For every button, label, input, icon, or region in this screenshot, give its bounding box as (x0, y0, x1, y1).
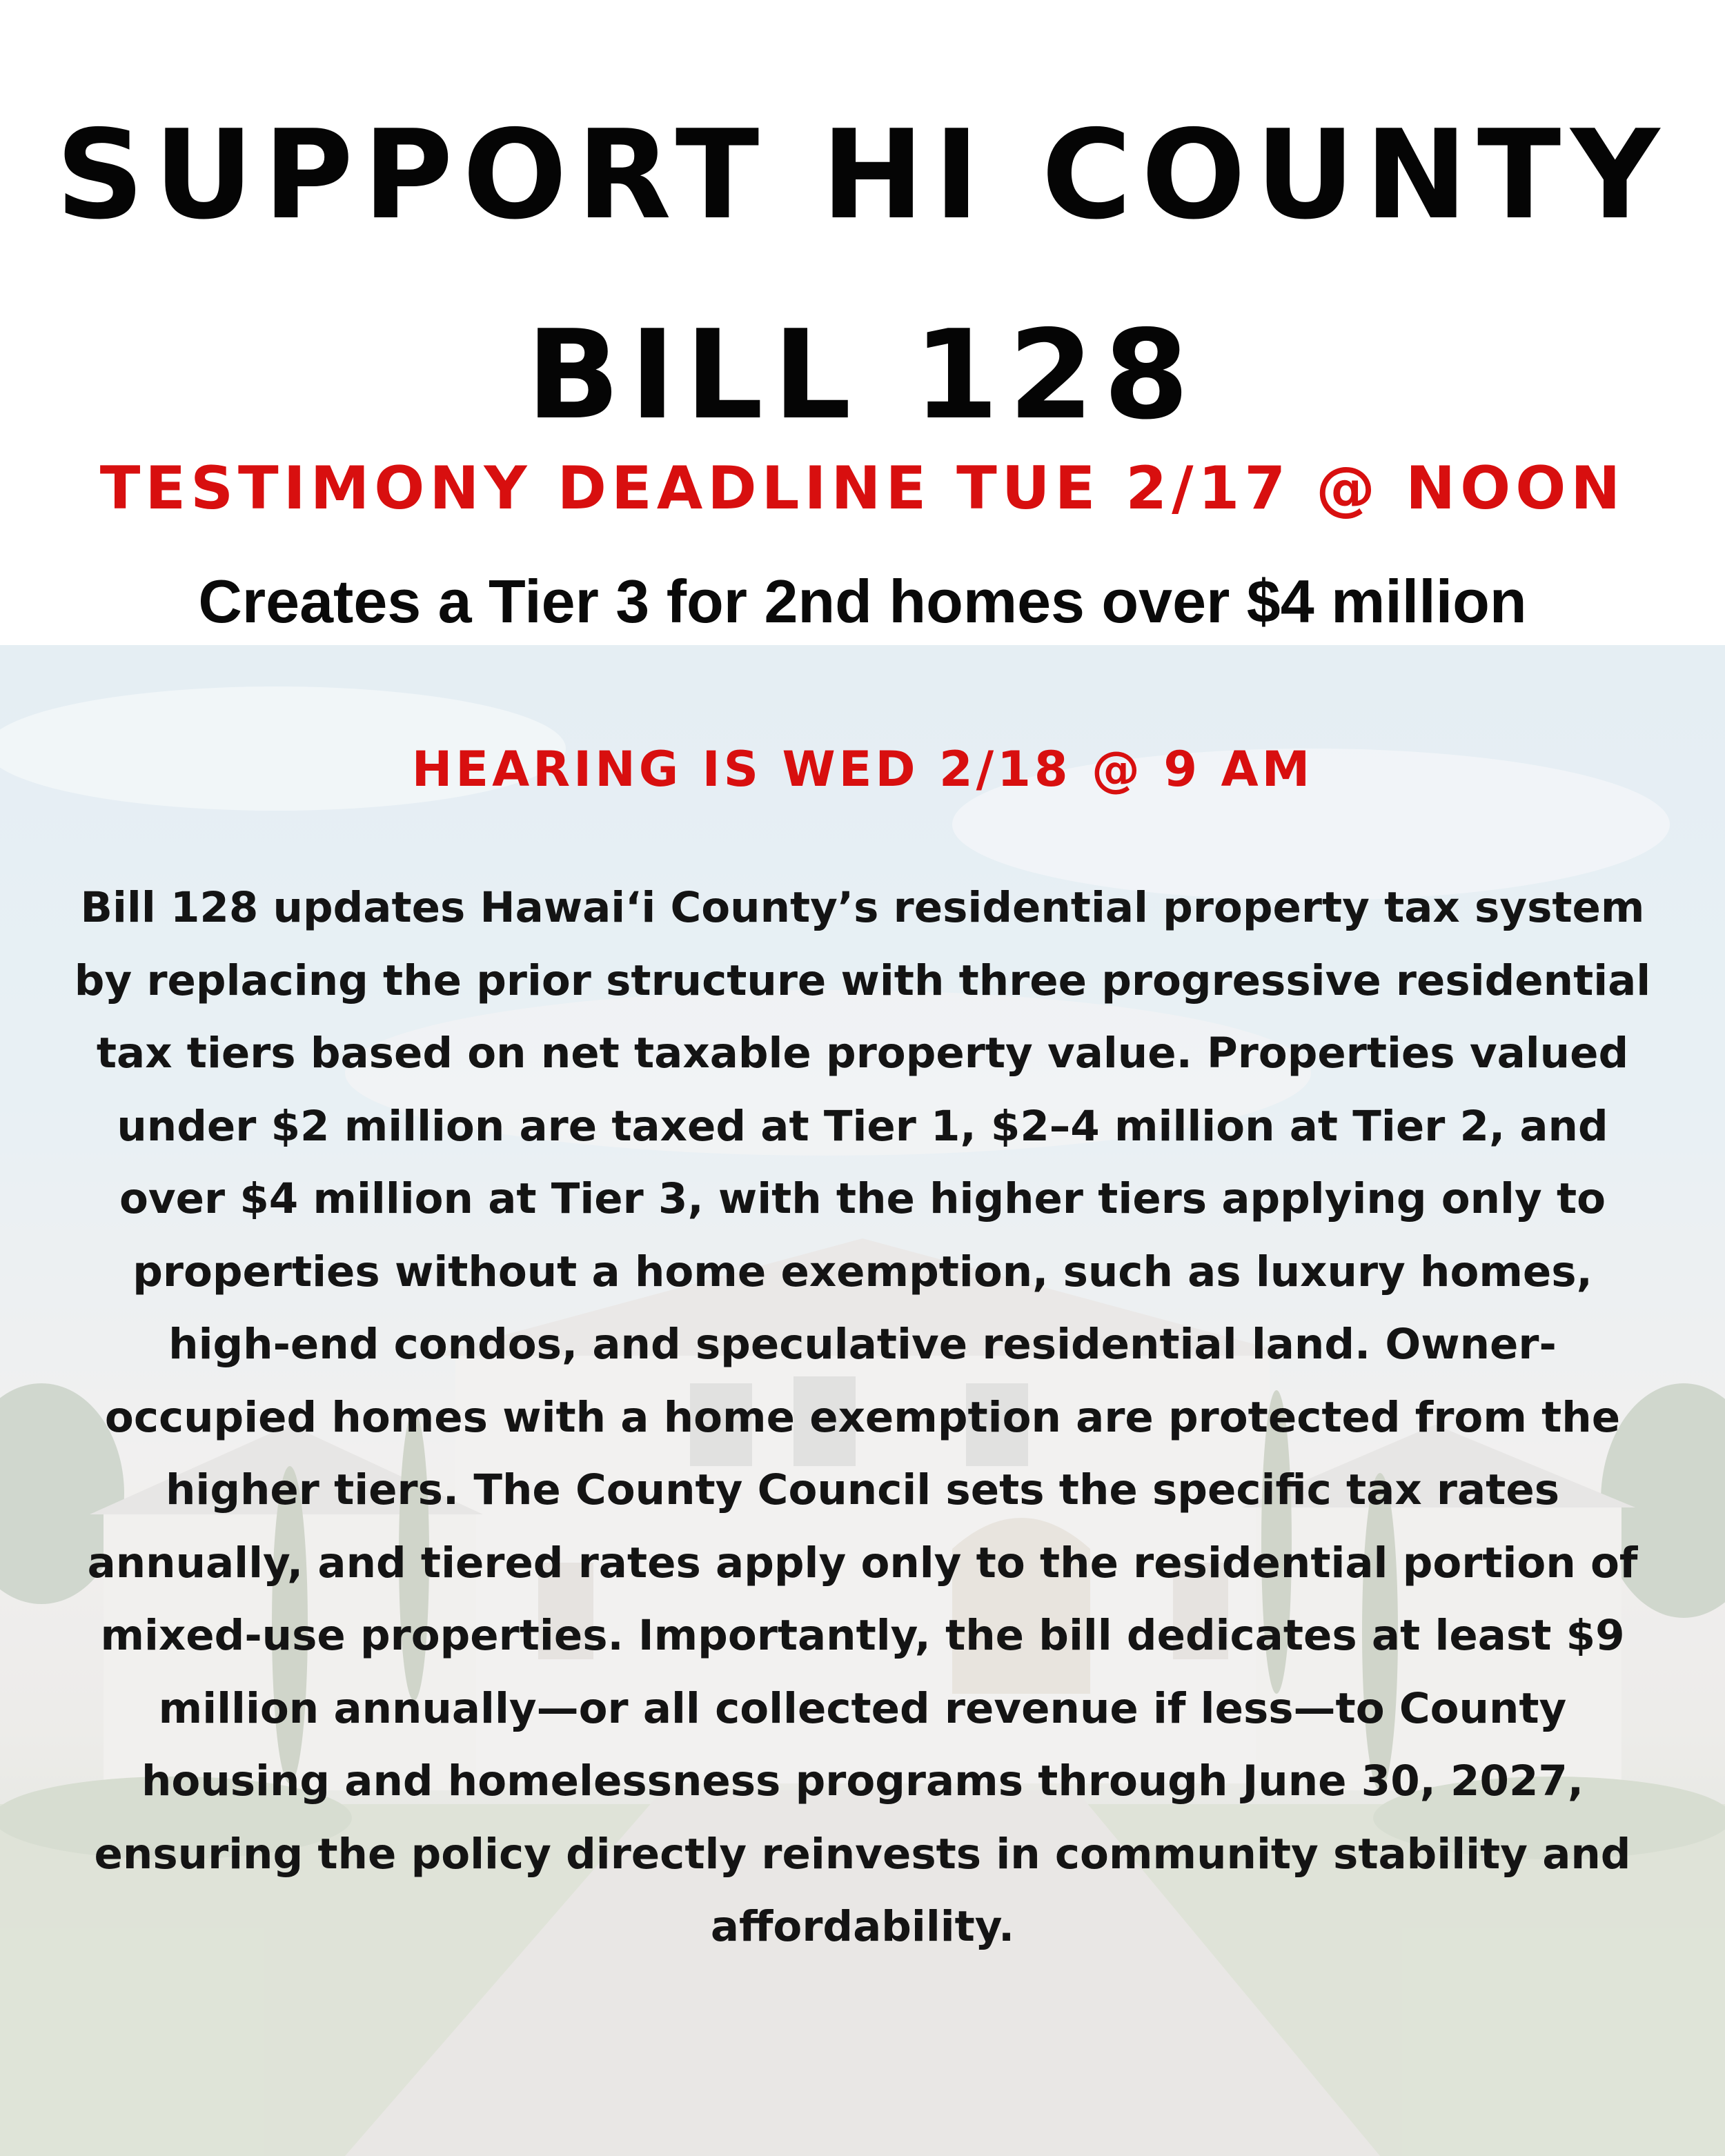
title-line-2: BILL 128 (526, 304, 1199, 446)
subtitle: Creates a Tier 3 for 2nd homes over $4 million (198, 567, 1527, 635)
hearing-date: HEARING IS WED 2/18 @ 9 AM (411, 741, 1314, 798)
bill-summary-paragraph: Bill 128 updates Hawaiʻi County’s residential property tax system by replacing the prior structure with three progressive residential tax tiers based on net taxable property value. Properties valued under $2 million are taxed at Tier 1, $2–4 million at Tier 2, and over $4 million at Tier 3, with the higher tiers applying only to properties without a home exemption, such as luxury homes, high-end condos, and speculative residential land. Owner-occupied homes with a home exemption are protected from the higher tiers. The County Council sets the specific tax rates annually, and tiered rates apply only to the residential portion of mixed-use properties. Importantly, the bill dedicates at least $9 million annually—or all collected revenue if less—to County housing and homelessness programs through June 30, 2027, ensuring the policy directly reinvests in community stability and affordability. (74, 883, 1651, 1951)
header-panel (0, 0, 1725, 645)
title-line-1: SUPPORT HI COUNTY (55, 103, 1670, 246)
testimony-deadline: TESTIMONY DEADLINE TUE 2/17 @ NOON (99, 454, 1626, 523)
